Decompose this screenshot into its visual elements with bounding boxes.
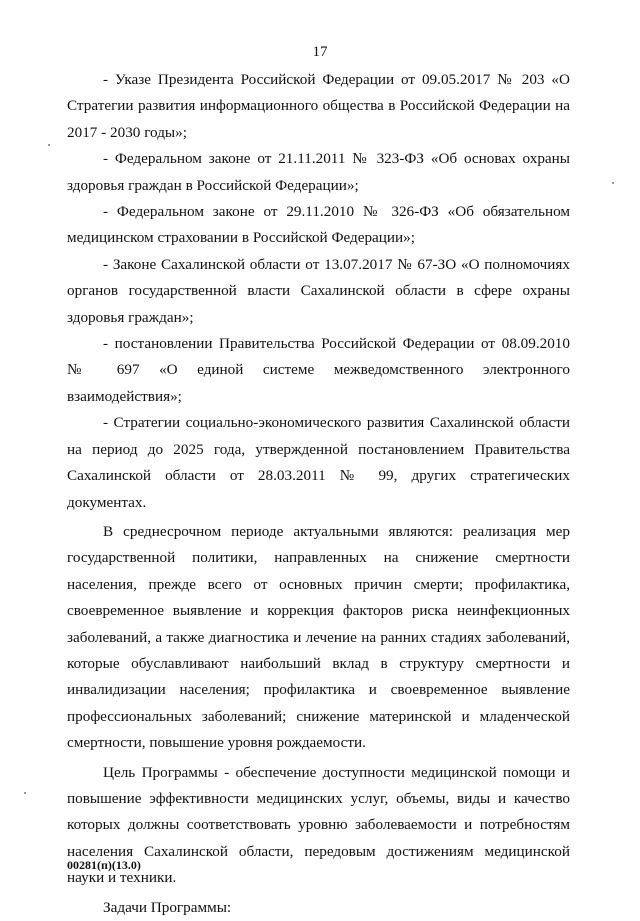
paragraph-medium-term-priorities: В среднесрочном периоде актуальными являются: реализация мер государственной политики, направленных на снижение смертности населения, прежде всего от основных причин смерти; профилактика, своевременное выявление и коррекция факторов риска неинфекционных заболеваний, а также диагностика и лечение на ранних стадиях заболеваний, которые обуславливают наибольший вклад в структуру смертности и инвалидизации населения; профилактика и своевременное выявление профессиональных заболеваний; снижение материнской и младенческой смертности, повышение уровня рождаемости. [67,522,570,752]
document-code: 00281(п)(13.0) [67,858,141,872]
list-item-federal-law-323: - Федеральном законе от 21.11.2011 № 323-ФЗ «Об основах охраны здоровья граждан в Российской Федерации»; [67,150,570,194]
list-item-government-resolution-697: - постановлении Правительства Российской Федерации от 08.09.2010 № 697 «О единой системе межведомственного электронного взаимодействия»; [67,335,570,405]
scan-speck [612,182,614,184]
paragraph-program-goal: Цель Программы - обеспечение доступности медицинской помощи и повышение эффективности медицинских услуг, объемы, виды и качество которых должны соответствовать уровню заболеваемости и потребностям населения Сахалинской области, передовым достижениям медицинской науки и техники. [67,763,570,887]
list-item-federal-law-326: - Федеральном законе от 29.11.2010 № 326-ФЗ «Об обязательном медицинском страховании в Российской Федерации»; [67,203,570,247]
paragraph-program-tasks-heading: Задачи Программы: [103,898,232,916]
page-number: 17 [312,44,328,60]
list-item-presidential-decree: - Указе Президента Российской Федерации от 09.05.2017 № 203 «О Стратегии развития информационного общества в Российской Федерации на 2017 - 2030 годы»; [67,71,570,141]
scan-speck [48,144,50,146]
list-item-sakhalin-law-67: - Законе Сахалинской области от 13.07.2017 № 67-ЗО «О полномочиях органов государственной власти Сахалинской области в сфере охраны здоровья граждан»; [67,255,570,326]
list-item-development-strategy: - Стратегии социально-экономического развития Сахалинской области на период до 2025 года, утвержденной постановлением Правительства Сахалинской области от 28.03.2011 № 99, других стратегических документах. [67,414,570,511]
document-body [67,67,570,921]
scan-speck [24,792,26,794]
